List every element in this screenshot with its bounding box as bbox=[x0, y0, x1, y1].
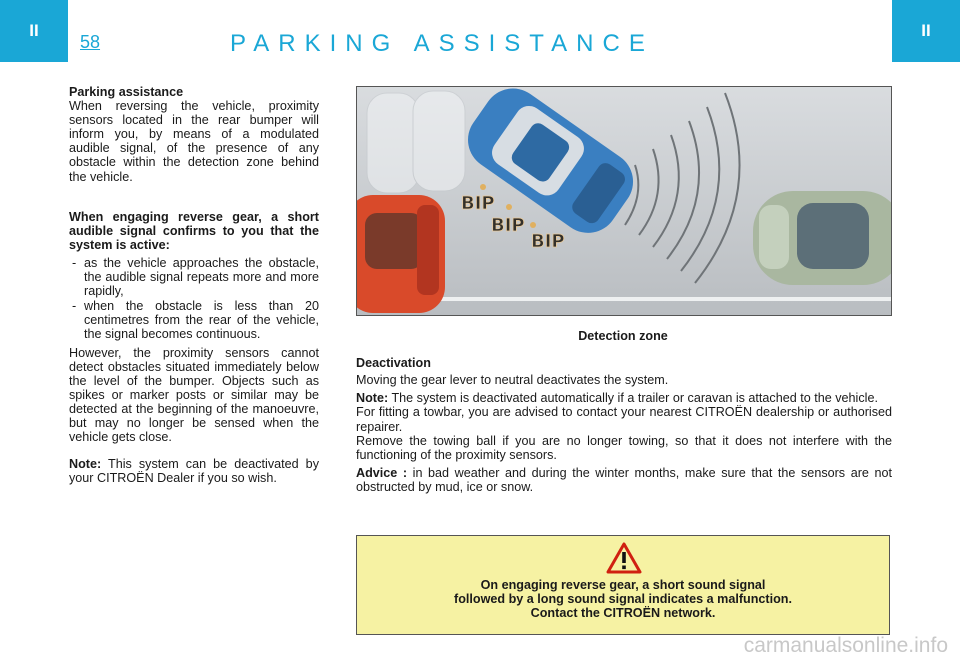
signal-list bbox=[69, 256, 319, 342]
figure-caption: Detection zone bbox=[578, 329, 668, 343]
intro-paragraph: When reversing the vehicle, proximity sensors located in the rear bumper will inform you, by means of a modulated audible signal, of the presence of any obstacle within the detection zone behind the vehicle. bbox=[69, 99, 319, 184]
left-note-text: This system can be deactivated by your CITROËN Dealer if you so wish. bbox=[69, 457, 319, 486]
engage-heading: When engaging reverse gear, a short audible signal confirms to you that the system is active: bbox=[69, 209, 319, 252]
right-note-label: Note: bbox=[356, 390, 389, 405]
warning-line-1: On engaging reverse gear, a short sound signal bbox=[480, 578, 766, 592]
warning-line-2: followed by a long sound signal indicates a malfunction. bbox=[454, 592, 792, 606]
list-item: - as the vehicle approaches the obstacle, the audible signal repeats more and more rapidly, bbox=[69, 256, 319, 298]
however-paragraph: However, the proximity sensors cannot detect obstacles situated immediately below the level of the bumper. Objects such as spikes or marker posts or similar may be detected at the beginning of the manoeuvre, but may no longer be sensed when the vehicle gets close. bbox=[69, 345, 319, 445]
green-car-icon bbox=[753, 191, 891, 285]
section-tab-right-label: II bbox=[921, 21, 931, 40]
warning-text bbox=[357, 578, 889, 620]
section-tab-left-label: II bbox=[29, 21, 39, 40]
section-tab-right bbox=[892, 0, 960, 62]
page-number: 58 bbox=[80, 32, 101, 52]
right-note-text: The system is deactivated automatically if a trailer or caravan is attached to the vehicle. bbox=[388, 390, 878, 405]
page-title: PARKING ASSISTANCE bbox=[230, 30, 654, 57]
advice-text: in bad weather and during the winter months, make sure that the sensors are not obstructed by mud, ice or snow. bbox=[356, 465, 892, 495]
right-column bbox=[356, 356, 892, 498]
towbar-paragraph: For fitting a towbar, you are advised to contact your nearest CITROËN dealership or authorised repairer. bbox=[356, 405, 892, 434]
bip-label-3: BIP bbox=[531, 231, 565, 252]
advice-paragraph bbox=[356, 466, 892, 495]
warning-box bbox=[356, 535, 890, 635]
watermark: carmanualsonline.info bbox=[743, 634, 948, 657]
warning-icon bbox=[606, 542, 642, 574]
advice-label: Advice : bbox=[356, 465, 408, 480]
right-note-paragraph bbox=[356, 391, 892, 405]
parking-scene bbox=[357, 87, 891, 315]
left-column bbox=[69, 85, 319, 485]
parking-illustration bbox=[356, 86, 892, 316]
bip-label-2: BIP bbox=[491, 215, 525, 236]
towball-paragraph: Remove the towing ball if you are no longer towing, so that it does not interfere with the functioning of the proximity sensors. bbox=[356, 434, 892, 463]
left-note-label: Note: bbox=[69, 457, 102, 472]
red-car-icon bbox=[357, 195, 445, 313]
ghost-car-icon bbox=[367, 91, 465, 193]
warning-line-3: Contact the CITROËN network. bbox=[530, 606, 716, 620]
list-item: - when the obstacle is less than 20 centimetres from the rear of the vehicle, the signal becomes continuous. bbox=[69, 299, 319, 341]
left-note-paragraph bbox=[69, 457, 319, 485]
deactivation-heading: Deactivation bbox=[356, 356, 431, 370]
bip-label-1: BIP bbox=[461, 193, 495, 214]
parking-assistance-heading: Parking assistance bbox=[69, 85, 184, 99]
section-tab-left bbox=[0, 0, 68, 62]
deactivation-text: Moving the gear lever to neutral deactivates the system. bbox=[356, 373, 669, 388]
